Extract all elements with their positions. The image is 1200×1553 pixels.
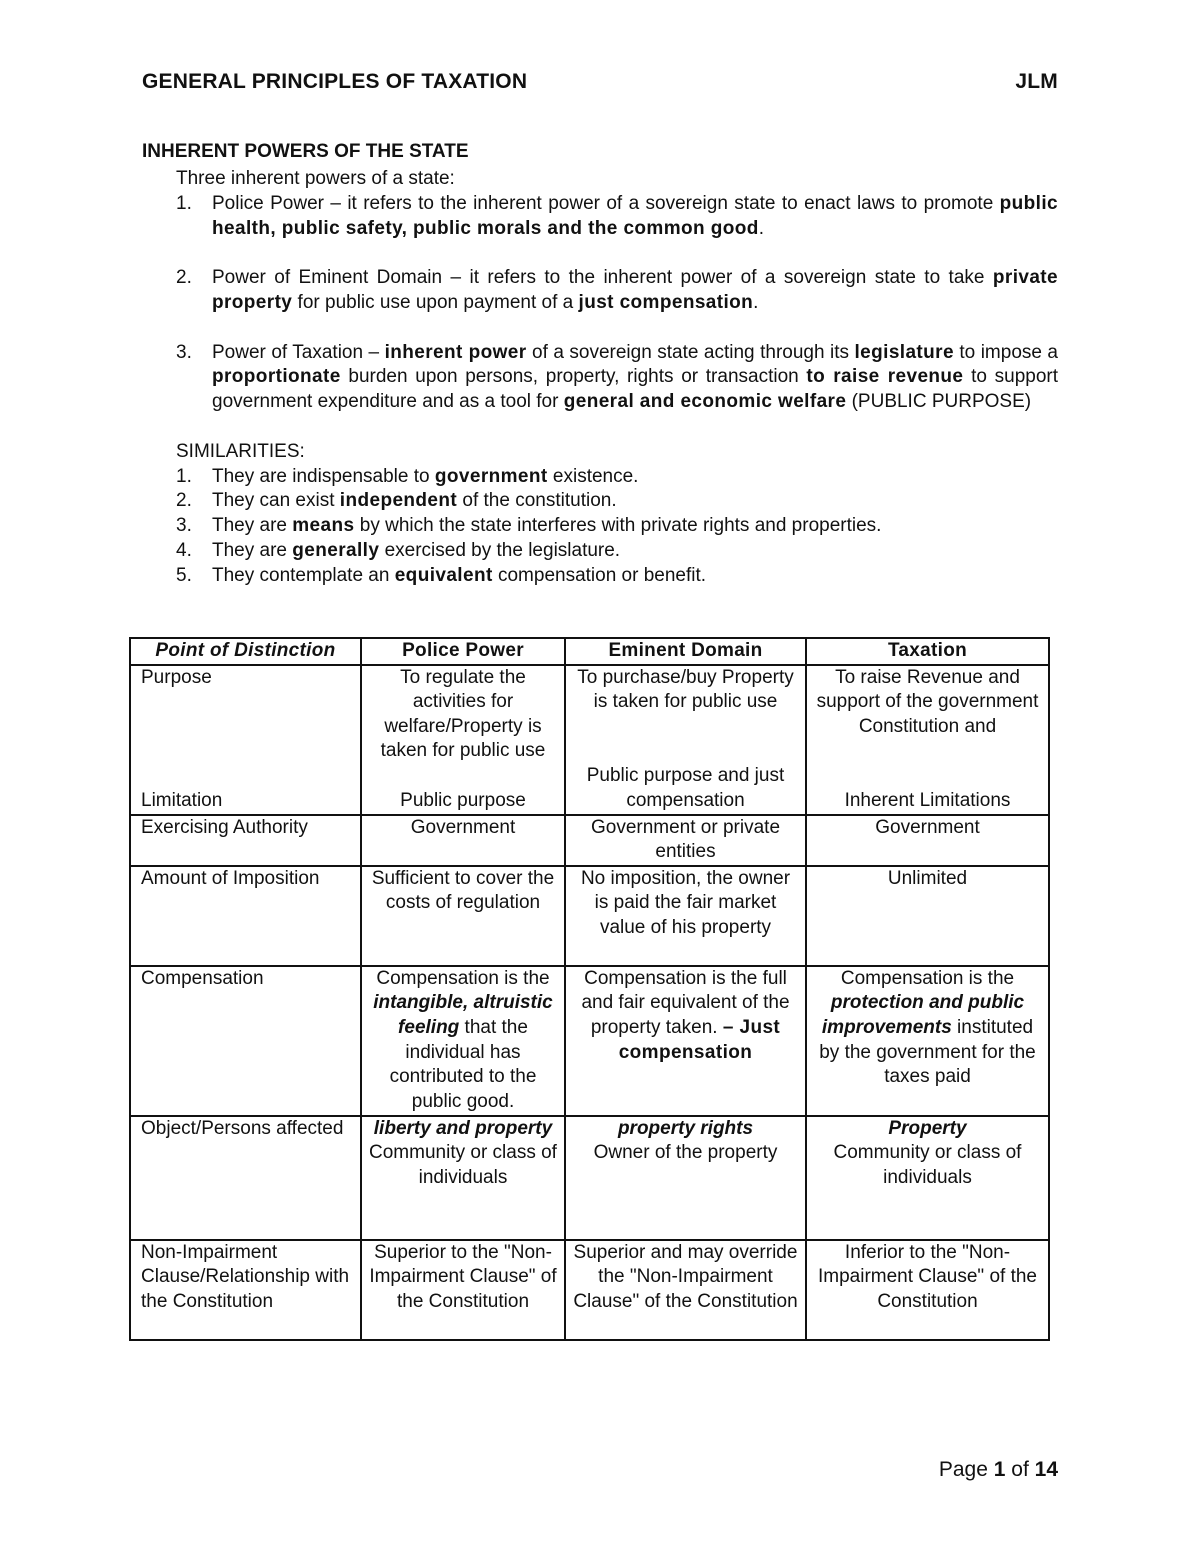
list-item: 5. They contemplate an equivalent compensation or benefit. <box>176 564 707 586</box>
author-initials: JLM <box>1015 70 1058 93</box>
distinction-table <box>129 637 1050 1341</box>
table-cell: Government or private entities <box>565 815 806 866</box>
page-header <box>142 70 1058 94</box>
column-header: Police Power <box>361 638 565 665</box>
table-cell: To raise Revenue and support of the government Constitution and Inherent Limitations <box>806 665 1049 815</box>
table-row <box>130 1240 1049 1340</box>
column-header: Taxation <box>806 638 1049 665</box>
table-cell: No imposition, the owner is paid the fair market value of his property <box>565 866 806 966</box>
table-row <box>130 1116 1049 1240</box>
list-item: 3. They are means by which the state interferes with private rights and properties. <box>176 515 882 537</box>
document-title: GENERAL PRINCIPLES OF TAXATION <box>142 70 528 93</box>
list-item: 2. They can exist independent of the constitution. <box>176 490 617 512</box>
table-header-row <box>130 638 1049 665</box>
table-cell: Compensation is the protection and public improvements instituted by the government for the taxes paid <box>806 966 1049 1116</box>
list-item: 3. Power of Taxation – inherent power of a sovereign state acting through its legislature to impose a proportionate burden upon persons, property, rights or transaction to raise revenue to support government expenditure and as a tool for general and economic welfare (PUBLIC PURPOSE) <box>176 341 1058 413</box>
table-row <box>130 665 1049 815</box>
table-cell: Exercising Authority <box>130 815 361 866</box>
table-cell: Compensation is the full and fair equivalent of the property taken. – Just compensation <box>565 966 806 1116</box>
table-cell: property rights Owner of the property <box>565 1116 806 1240</box>
list-item: 2. Power of Eminent Domain – it refers to the inherent power of a sovereign state to take private property for public use upon payment of a just compensation. <box>176 267 1058 313</box>
table-row <box>130 966 1049 1116</box>
table-cell: Purpose Limitation <box>130 665 361 815</box>
powers-list <box>176 192 1058 415</box>
table-cell: Non-Impairment Clause/Relationship with the Constitution <box>130 1240 361 1340</box>
table-cell: Property Community or class of individuals <box>806 1116 1049 1240</box>
page-number: Page 1 of 14 <box>938 1458 1058 1481</box>
table-cell: Compensation <box>130 966 361 1116</box>
table-cell: Government <box>806 815 1049 866</box>
table-cell: Unlimited <box>806 866 1049 966</box>
list-item: 4. They are generally exercised by the legislature. <box>176 539 621 561</box>
table-cell: Amount of Imposition <box>130 866 361 966</box>
table-cell: Superior to the "Non-Impairment Clause" of the Constitution <box>361 1240 565 1340</box>
table-cell: To regulate the activities for welfare/Property is taken for public use Public purpose <box>361 665 565 815</box>
table-cell: Inferior to the "Non-Impairment Clause" of the Constitution <box>806 1240 1049 1340</box>
table-cell: Sufficient to cover the costs of regulation <box>361 866 565 966</box>
column-header: Point of Distinction <box>130 638 361 665</box>
table-cell: To purchase/buy Property is taken for public use Public purpose and just compensation <box>565 665 806 815</box>
list-item: 1. Police Power – it refers to the inherent power of a sovereign state to enact laws to promote public health, public safety, public morals and the common good. <box>176 192 1058 239</box>
table-cell: Government <box>361 815 565 866</box>
similarities-title: SIMILARITIES: <box>176 440 305 462</box>
intro-text: Three inherent powers of a state: <box>176 168 455 189</box>
table-cell: Superior and may override the "Non-Impairment Clause" of the Constitution <box>565 1240 806 1340</box>
table-row <box>130 815 1049 866</box>
table-cell: liberty and property Community or class of individuals <box>361 1116 565 1240</box>
column-header: Eminent Domain <box>565 638 806 665</box>
list-item: 1. They are indispensable to government existence. <box>176 465 639 487</box>
table-cell: Object/Persons affected <box>130 1116 361 1240</box>
table-row <box>130 866 1049 966</box>
table-cell: Compensation is the intangible, altruistic feeling that the individual has contributed to the public good. <box>361 966 565 1116</box>
section-body <box>176 167 1058 589</box>
similarities-list <box>176 465 1058 589</box>
section-title: INHERENT POWERS OF THE STATE <box>142 141 469 162</box>
